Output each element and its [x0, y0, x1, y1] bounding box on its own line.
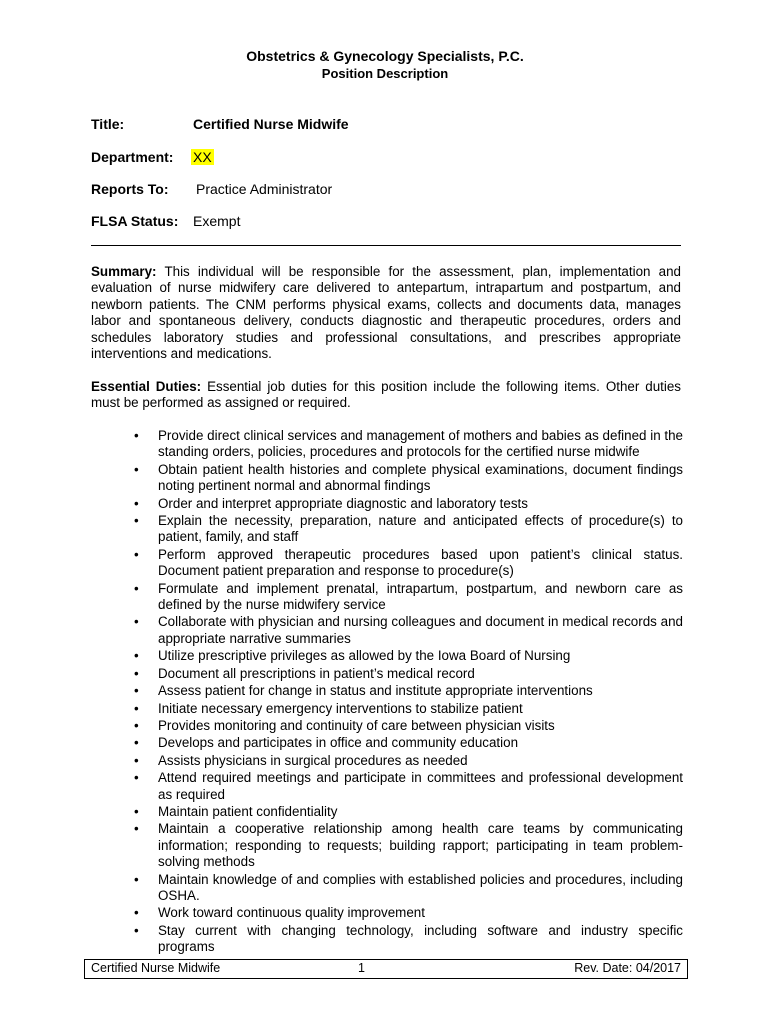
duty-text: Maintain knowledge of and complies with established policies and procedures, including OSHA. [158, 871, 683, 903]
duty-item [91, 718, 683, 734]
highlighted-placeholder: XX [193, 149, 212, 165]
bullet-icon: • [134, 461, 139, 477]
duty-item [91, 666, 683, 682]
footer-page-number: 1 [358, 961, 365, 975]
bullet-icon: • [134, 752, 139, 768]
footer-position-title: Certified Nurse Midwife [91, 961, 221, 975]
duty-text: Provide direct clinical services and management of mothers and babies as defined in the standing orders, policies, procedures and protocols for the certified nurse midwife [158, 428, 683, 460]
duty-item [91, 753, 683, 769]
duty-item [91, 701, 683, 717]
duty-item [91, 648, 683, 664]
duty-text: Work toward continuous quality improvement [158, 905, 425, 921]
title-label: Title: [91, 116, 125, 132]
bullet-icon: • [134, 648, 139, 664]
duty-item [91, 581, 683, 614]
duty-item [91, 872, 683, 905]
duty-text: Initiate necessary emergency interventions to stabilize patient [158, 700, 523, 716]
bullet-icon: • [134, 513, 139, 529]
duty-text: Perform approved therapeutic procedures based upon patient’s clinical status. Document patient preparation and response to procedure(s) [158, 546, 683, 579]
duty-text: Develops and participates in office and community education [158, 735, 519, 751]
duty-text: Collaborate with physician and nursing colleagues and document in medical records and appropriate narrative summaries [158, 614, 683, 646]
summary-text: This individual will be responsible for the assessment, plan, implementation and evaluation of nurse midwifery care delivered to antepartum, intrapartum and postpartum, and newborn patients. The CNM performs physical exams, collects and documents data, manages labor and spontaneous delivery, conducts diagnostic and therapeutic procedures, orders and schedules laboratory studies and professional consultations, and prescribes appropriate interventions and medications. [91, 264, 681, 362]
bullet-icon: • [134, 546, 139, 562]
document-type: Position Description [321, 66, 449, 81]
flsa-status-label: FLSA Status: [91, 213, 179, 229]
duty-text: Stay current with changing technology, including software and industry specific programs [158, 922, 683, 955]
summary-paragraph [91, 264, 681, 362]
bullet-icon: • [134, 683, 139, 699]
reports-to-label: Reports To: [91, 181, 169, 197]
bullet-icon: • [134, 580, 139, 596]
summary-label: Summary: [91, 264, 157, 279]
duty-item [91, 683, 683, 699]
bullet-icon: • [134, 614, 139, 630]
duty-text: Attend required meetings and participate in committees and professional development as required [158, 770, 683, 802]
reports-to-value: Practice Administrator [196, 181, 333, 197]
duty-text: Assess patient for change in status and institute appropriate interventions [158, 683, 593, 699]
bullet-icon: • [134, 821, 139, 837]
duty-item [91, 462, 683, 495]
page-footer [84, 959, 688, 979]
bullet-icon: • [134, 905, 139, 921]
duty-text: Order and interpret appropriate diagnostic and laboratory tests [158, 495, 528, 511]
duty-text: Provides monitoring and continuity of care between physician visits [158, 717, 555, 733]
bullet-icon: • [134, 735, 139, 751]
duty-item [91, 496, 683, 512]
duty-item [91, 821, 683, 870]
department-label: Department: [91, 149, 174, 165]
duty-item [91, 905, 683, 921]
duty-item [91, 770, 683, 803]
title-value: Certified Nurse Midwife [193, 116, 349, 132]
bullet-icon: • [134, 428, 139, 443]
essential-duties-label: Essential Duties: [91, 379, 202, 394]
duty-text: Utilize prescriptive privileges as allowed by the Iowa Board of Nursing [158, 648, 571, 664]
bullet-icon: • [134, 717, 139, 733]
duty-item [91, 428, 683, 461]
bullet-icon: • [134, 495, 139, 511]
bullet-icon: • [134, 770, 139, 786]
bullet-icon: • [134, 803, 139, 819]
duty-text: Document all prescriptions in patient’s medical record [158, 665, 475, 681]
duty-text: Explain the necessity, preparation, nature and anticipated effects of procedure(s) to patient, family, and staff [158, 513, 683, 545]
duty-item [91, 804, 683, 820]
footer-revision-date: Rev. Date: 04/2017 [574, 961, 681, 975]
duty-item [91, 547, 683, 580]
duty-text: Maintain a cooperative relationship among health care teams by communicating information; responding to requests; building rapport; participating in team problem-solving methods [158, 821, 683, 870]
organization-name: Obstetrics & Gynecology Specialists, P.C. [246, 48, 524, 64]
duty-item [91, 923, 683, 956]
duty-item [91, 614, 683, 647]
bullet-icon: • [134, 922, 139, 938]
duty-text: Assists physicians in surgical procedures as needed [158, 752, 468, 768]
duty-text: Obtain patient health histories and complete physical examinations, document findings noting pertinent normal and abnormal findings [158, 461, 683, 494]
section-divider [91, 245, 681, 246]
essential-duties-paragraph [91, 379, 681, 412]
duty-text: Maintain patient confidentiality [158, 803, 338, 819]
duties-list [91, 428, 683, 957]
duty-item [91, 735, 683, 751]
bullet-icon: • [134, 700, 139, 716]
department-value [191, 149, 214, 165]
bullet-icon: • [134, 665, 139, 681]
essential-duties-text: Essential job duties for this position include the following items. Other duties must be performed as assigned or required. [91, 379, 681, 411]
flsa-status-value: Exempt [193, 213, 241, 229]
duty-text: Formulate and implement prenatal, intrapartum, postpartum, and newborn care as defined by the nurse midwifery service [158, 580, 683, 613]
bullet-icon: • [134, 871, 139, 887]
duty-item [91, 513, 683, 546]
